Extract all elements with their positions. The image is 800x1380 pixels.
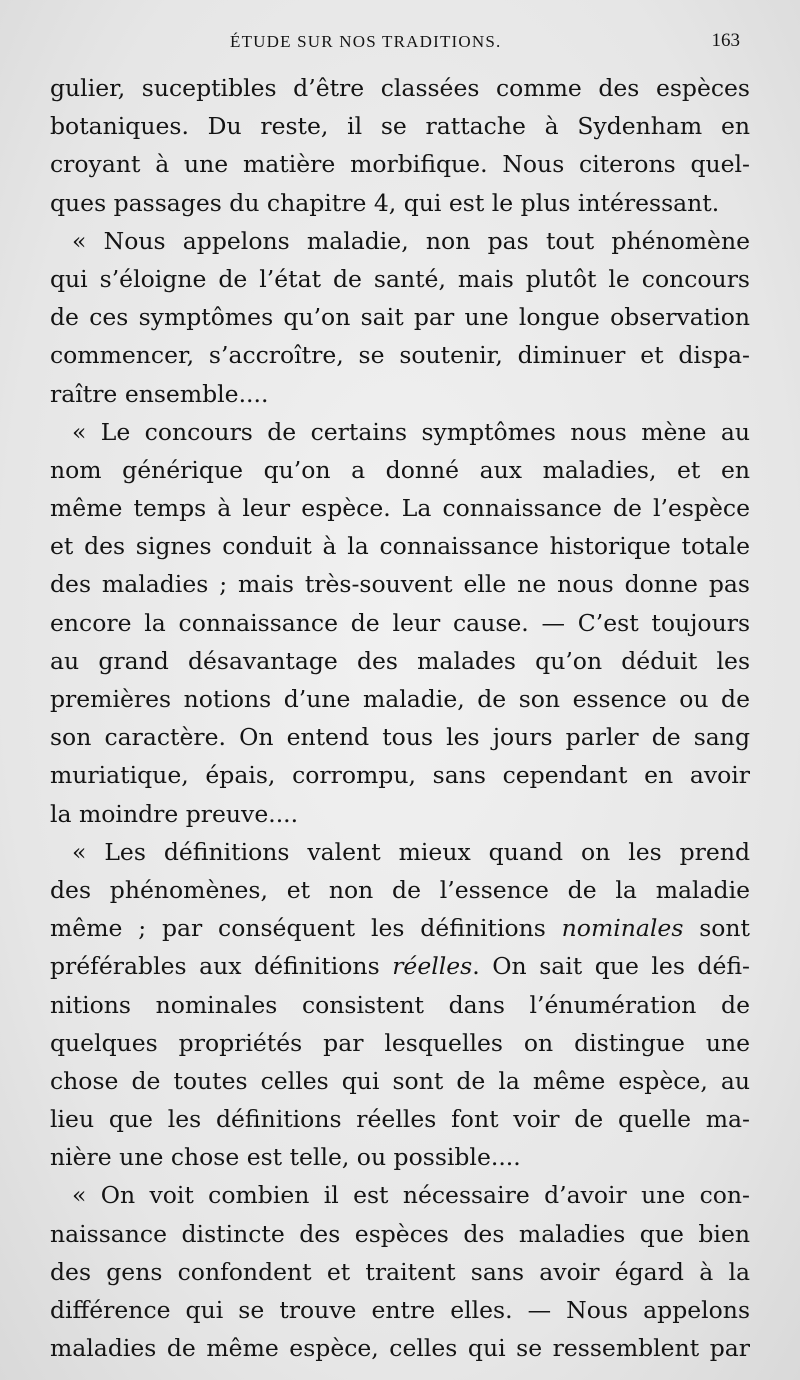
text-line: ques passages du chapitre 4, qui est le plus intéressant. <box>50 188 720 217</box>
italic-term: réelles <box>392 952 473 981</box>
text-segment: . On sait que les défi- <box>472 952 750 981</box>
running-title: ÉTUDE SUR NOS TRADITIONS. <box>230 32 502 51</box>
text-line: gulier, suceptibles d’être classées comme des espèces <box>50 74 750 102</box>
text-line: croyant à une matière morbifique. Nous citerons quel- <box>50 150 750 179</box>
text-line: la moindre preuve.... <box>50 799 299 828</box>
text-line: encore la connaissance de leur cause. — C’est toujours <box>50 608 750 637</box>
text-line: « On voit combien il est nécessaire d’avoir une con- <box>72 1181 750 1210</box>
italic-term: nominales <box>561 914 684 943</box>
text-line: raître ensemble.... <box>50 379 269 408</box>
text-line: « Le concours de certains symptômes nous mène au <box>72 417 750 446</box>
text-segment: même ; par conséquent les définitions <box>50 914 562 943</box>
text-line: des gens confondent et traitent sans avoir égard à la <box>50 1257 750 1286</box>
text-line: et des signes conduit à la connaissance historique totale <box>50 532 750 561</box>
text-line: « Les définitions valent mieux quand on les prend <box>72 837 750 866</box>
text-line: nitions nominales consistent dans l’énumération de <box>50 990 750 1019</box>
text-line: quelques propriétés par lesquelles on distingue une <box>50 1028 750 1057</box>
text-line: au grand désavantage des malades qu’on déduit les <box>50 646 750 675</box>
text-line: botaniques. Du reste, il se rattache à Sydenham en <box>50 112 750 141</box>
text-line: de ces symptômes qu’on sait par une longue observation <box>50 303 750 332</box>
text-line: chose de toutes celles qui sont de la même espèce, au <box>50 1066 750 1095</box>
text-segment: préférables aux définitions <box>50 952 393 981</box>
text-line: lieu que les définitions réelles font voir de quelle ma- <box>50 1105 750 1134</box>
text-line <box>50 947 750 985</box>
page-number: 163 <box>711 30 740 51</box>
text-line: commencer, s’accroître, se soutenir, diminuer et dispa- <box>50 341 750 370</box>
text-line: qui s’éloigne de l’état de santé, mais plutôt le concours <box>50 264 750 293</box>
text-segment: sont <box>683 914 750 943</box>
text-line: maladies de même espèce, celles qui se ressemblent par <box>50 1334 750 1363</box>
page-header <box>0 28 800 62</box>
text-line: « Nous appelons maladie, non pas tout phénomène <box>72 226 750 255</box>
text-line: nière une chose est telle, ou possible.... <box>50 1143 521 1172</box>
text-line: premières notions d’une maladie, de son essence ou de <box>50 685 750 713</box>
text-line <box>50 909 750 947</box>
text-line: des phénomènes, et non de l’essence de la maladie <box>50 875 750 904</box>
text-line: naissance distincte des espèces des maladies que bien <box>50 1219 750 1248</box>
text-line: nom générique qu’on a donné aux maladies, et en <box>50 455 750 484</box>
text-line: muriatique, épais, corrompu, sans cependant en avoir <box>50 761 750 790</box>
text-line: même temps à leur espèce. La connaissance de l’espèce <box>50 494 750 523</box>
body-text <box>50 69 750 1367</box>
text-line: différence qui se trouve entre elles. — Nous appelons <box>50 1296 750 1324</box>
text-line: son caractère. On entend tous les jours parler de sang <box>50 723 750 752</box>
text-line: des maladies ; mais très-souvent elle ne nous donne pas <box>50 570 750 599</box>
